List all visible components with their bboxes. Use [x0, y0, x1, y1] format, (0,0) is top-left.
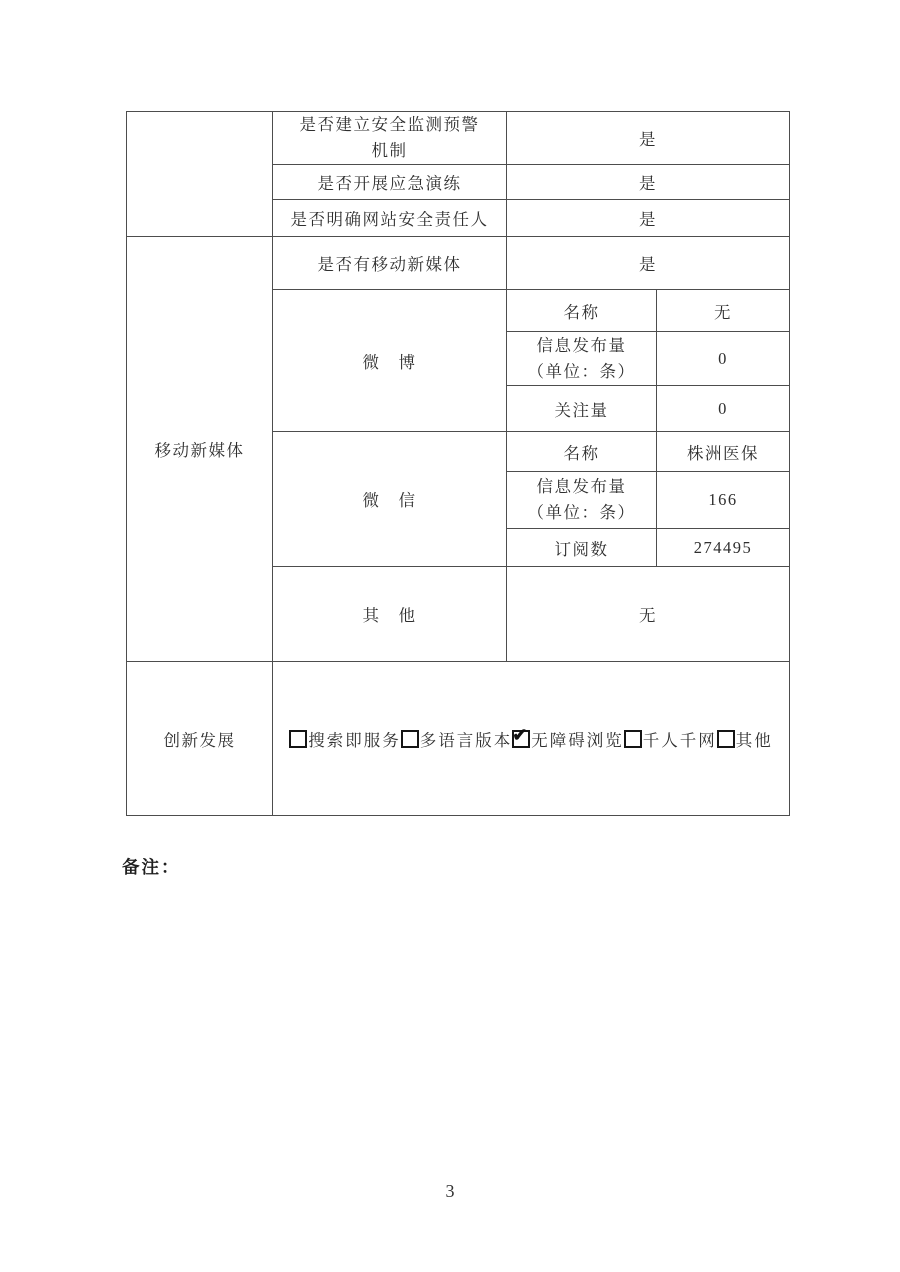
wechat-posts-value: 166	[657, 472, 790, 529]
option-multilingual: 多语言版本	[401, 731, 513, 750]
other-media-label: 其 他	[273, 567, 507, 662]
weibo-followers-value: 0	[657, 386, 790, 432]
innovation-options-cell	[273, 662, 790, 816]
group-cell-empty	[127, 112, 273, 237]
checkbox-icon[interactable]	[289, 730, 307, 748]
innovation-options	[289, 731, 773, 750]
question-monitoring-value: 是	[507, 112, 790, 165]
weibo-posts-label: 信息发布量 （单位：条）	[507, 332, 657, 386]
page-number: 3	[445, 1181, 455, 1201]
checkbox-icon[interactable]	[717, 730, 735, 748]
question-monitoring-label: 是否建立安全监测预警 机制	[273, 112, 507, 165]
question-responsible-label: 是否明确网站安全责任人	[273, 200, 507, 237]
wechat-name-value: 株洲医保	[657, 432, 790, 472]
checkbox-icon[interactable]	[624, 730, 642, 748]
option-other: 其他	[717, 731, 773, 750]
question-drill-value: 是	[507, 165, 790, 200]
wechat-subscribers-label: 订阅数	[507, 529, 657, 567]
other-media-value: 无	[507, 567, 790, 662]
checkbox-icon[interactable]	[401, 730, 419, 748]
table-row	[127, 662, 790, 816]
weibo-name-label: 名称	[507, 290, 657, 332]
question-drill-label: 是否开展应急演练	[273, 165, 507, 200]
annual-report-table	[126, 111, 790, 816]
option-qianren-qianwang: 千人千网	[624, 731, 717, 750]
option-accessibility: ✔ 无障碍浏览	[512, 731, 624, 750]
weibo-name-value: 无	[657, 290, 790, 332]
wechat-group-cell: 微 信	[273, 432, 507, 567]
notes-label: 备注：	[122, 857, 181, 877]
question-responsible-value: 是	[507, 200, 790, 237]
group-cell-mobile-media: 移动新媒体	[127, 237, 273, 662]
wechat-subscribers-value: 274495	[657, 529, 790, 567]
wechat-posts-label: 信息发布量 （单位：条）	[507, 472, 657, 529]
weibo-followers-label: 关注量	[507, 386, 657, 432]
weibo-posts-value: 0	[657, 332, 790, 386]
wechat-name-label: 名称	[507, 432, 657, 472]
question-has-mobile-value: 是	[507, 237, 790, 290]
option-search-as-service: 搜索即服务	[289, 731, 401, 750]
checkbox-checked-icon[interactable]	[512, 730, 530, 748]
weibo-group-cell: 微 博	[273, 290, 507, 432]
table-row	[127, 112, 790, 165]
group-cell-innovation: 创新发展	[127, 662, 273, 816]
question-has-mobile-label: 是否有移动新媒体	[273, 237, 507, 290]
table-row	[127, 237, 790, 290]
